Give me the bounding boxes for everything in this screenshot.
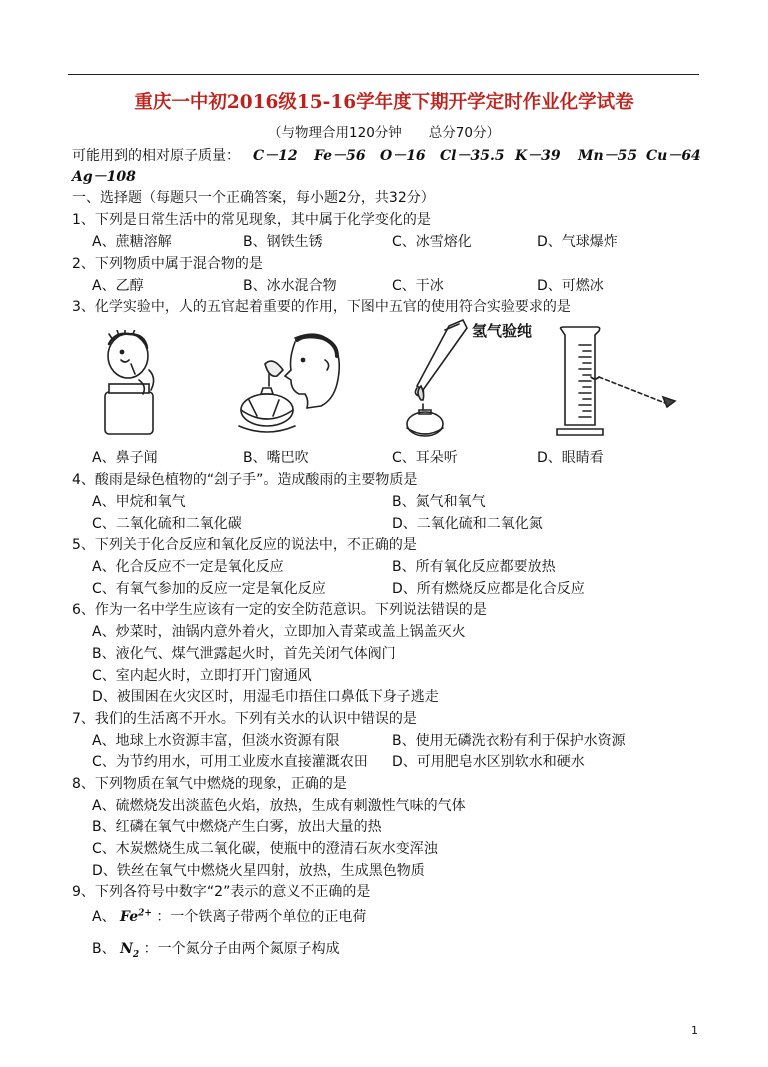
question-stem: 9、下列各符号中数字“2”表示的意义不正确的是 <box>72 884 371 900</box>
option-d: D、铁丝在氧气中燃烧火星四射，放热，生成黑色物质 <box>92 863 425 879</box>
option-d: D、气球爆炸 <box>537 234 618 250</box>
option-d: D、可燃冰 <box>537 278 604 294</box>
chemical-formula <box>120 941 140 960</box>
option-b: B、钢铁生锈 <box>243 234 323 250</box>
smell-jar-illustration <box>95 330 175 440</box>
formula-subscript: 2 <box>132 949 140 960</box>
question-stem: 6、作为一名中学生应该有一定的安全防范意识。下列说法错误的是 <box>72 602 487 618</box>
option-b: B、使用无磷洗衣粉有利于保护水资源 <box>392 733 626 749</box>
option-c: C、干冰 <box>392 278 444 294</box>
option-a: A、硫燃烧发出淡蓝色火焰，放热，生成有刺激性气味的气体 <box>92 798 466 814</box>
atomic-mass-item: K－39 <box>515 148 561 164</box>
option-c: C、室内起火时，立即打开门窗通风 <box>92 668 312 684</box>
option-b: B、所有氧化反应都要放热 <box>392 559 556 575</box>
cylinder-reading-illustration <box>555 325 685 440</box>
option-c: C、有氧气参加的反应一定是氧化反应 <box>92 581 326 597</box>
option-a <box>92 906 366 926</box>
option-b: B、液化气、煤气泄露起火时，首先关闭气体阀门 <box>92 646 396 662</box>
option-c: C、二氧化硫和二氧化碳 <box>92 516 242 532</box>
option-text: ：一个铁离子带两个单位的正电荷 <box>156 909 367 925</box>
header-rule <box>68 74 699 75</box>
atomic-mass-item: Fe－56 <box>314 148 366 164</box>
page-subtitle: （与物理合用120分钟 总分70分） <box>268 125 500 141</box>
atomic-mass-item: Cu－64 <box>646 148 701 164</box>
question-stem: 5、下列关于化合反应和氧化反应的说法中，不正确的是 <box>72 537 417 553</box>
option-a: A、地球上水资源丰富，但淡水资源有限 <box>92 733 340 749</box>
option-a: A、蔗糖溶解 <box>92 234 172 250</box>
question-stem: 8、下列物质在氧气中燃烧的现象，正确的是 <box>72 776 347 792</box>
option-d: D、眼睛看 <box>537 450 604 466</box>
option-text: ：一个氮分子由两个氮原子构成 <box>143 941 340 957</box>
chemical-formula <box>120 909 152 925</box>
question-stem: 4、酸雨是绿色植物的“刽子手”。造成酸雨的主要物质是 <box>72 472 418 488</box>
atomic-mass-prefix: 可能用到的相对原子质量： <box>72 148 240 164</box>
option-d: D、被围困在火灾区时，用湿毛巾捂住口鼻低下身子逃走 <box>92 689 439 705</box>
option-a: A、鼻子闻 <box>92 450 158 466</box>
option-c: C、木炭燃烧生成二氧化碳，使瓶中的澄清石灰水变浑浊 <box>92 841 438 857</box>
atomic-mass-item: Mn－55 <box>578 148 638 164</box>
option-c: C、耳朵听 <box>392 450 458 466</box>
option-label: B、 <box>92 941 116 957</box>
option-a: A、乙醇 <box>92 278 144 294</box>
option-c: C、为节约用水，可用工业废水直接灌溉农田 <box>92 754 368 770</box>
option-label: A、 <box>92 909 116 925</box>
page-number: 1 <box>691 1024 698 1037</box>
formula-symbol: Fe <box>120 909 139 925</box>
option-b: B、氮气和氧气 <box>392 494 486 510</box>
formula-superscript: 2+ <box>138 908 152 919</box>
figure-caption-hydrogen: 氢气验纯 <box>472 322 533 340</box>
section-heading: 一、选择题（每题只一个正确答案，每小题2分，共32分） <box>72 190 435 206</box>
hydrogen-test-illustration <box>405 318 485 443</box>
blow-lamp-illustration <box>225 330 355 440</box>
option-a: A、炒菜时，油锅内意外着火，立即加入青菜或盖上锅盖灭火 <box>92 624 466 640</box>
option-a: A、甲烷和氧气 <box>92 494 186 510</box>
question-stem: 1、下列是日常生活中的常见现象，其中属于化学变化的是 <box>72 212 431 228</box>
option-c: C、冰雪熔化 <box>392 234 472 250</box>
option-b: B、嘴巴吹 <box>243 450 309 466</box>
option-b: B、冰水混合物 <box>243 278 337 294</box>
page-title: 重庆一中初2016级15-16学年度下期开学定时作业化学试卷 <box>134 92 634 113</box>
question-stem: 7、我们的生活离不开水。下列有关水的认识中错误的是 <box>72 711 417 727</box>
atomic-mass-item: Ag－108 <box>72 169 136 185</box>
question-stem: 3、化学实验中，人的五官起着重要的作用，下图中五官的使用符合实验要求的是 <box>72 299 571 315</box>
option-a: A、化合反应不一定是氧化反应 <box>92 559 284 575</box>
option-d: D、所有燃烧反应都是化合反应 <box>392 581 585 597</box>
option-d: D、可用肥皂水区别软水和硬水 <box>392 754 585 770</box>
atomic-mass-item: O－16 <box>380 148 426 164</box>
formula-symbol: N <box>120 941 133 957</box>
option-b <box>92 938 340 960</box>
question-stem: 2、下列物质中属于混合物的是 <box>72 256 263 272</box>
atomic-mass-item: Cl－35.5 <box>440 148 505 164</box>
option-d: D、二氧化硫和二氧化氮 <box>392 516 543 532</box>
atomic-mass-item: C－12 <box>253 148 298 164</box>
option-b: B、红磷在氧气中燃烧产生白雾，放出大量的热 <box>92 819 382 835</box>
